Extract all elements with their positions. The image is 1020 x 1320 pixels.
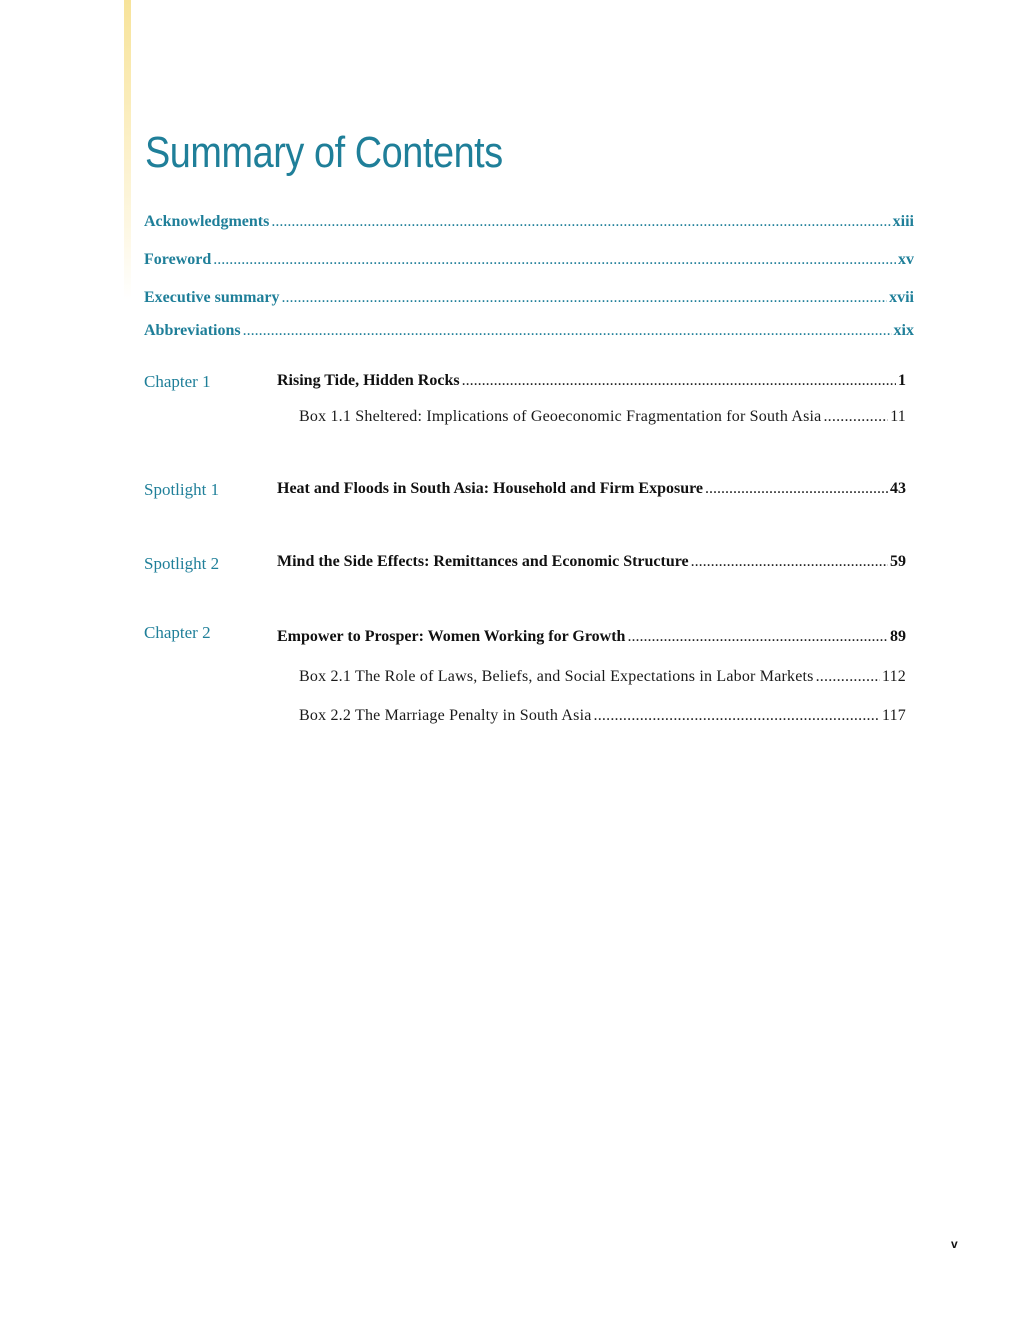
toc-page-number: xiii	[892, 213, 914, 230]
dot-leader	[816, 668, 880, 686]
dot-leader	[243, 322, 892, 340]
section-label-spotlight-1: Spotlight 1	[144, 480, 220, 499]
section-label-chapter-1: Chapter 1	[144, 372, 211, 391]
toc-entry-chapter-2[interactable]	[277, 628, 906, 646]
toc-page-number: 1	[898, 372, 906, 389]
toc-entry-spotlight-2[interactable]	[277, 553, 906, 571]
toc-box-2-1[interactable]	[299, 668, 906, 686]
toc-entry-label: Abbreviations	[144, 322, 241, 339]
toc-entry-label: Foreword	[144, 251, 212, 268]
toc-entry-label: Executive summary	[144, 289, 280, 306]
toc-box-title: Box 1.1 Sheltered: Implications of Geoeconomic Fragmentation for South Asia	[299, 408, 822, 425]
toc-page-number: 89	[890, 628, 906, 645]
toc-page-number: xvii	[889, 289, 914, 306]
toc-entry-title: Heat and Floods in South Asia: Household and Firm Exposure	[277, 480, 704, 497]
section-label-spotlight-2: Spotlight 2	[144, 554, 220, 573]
page-number: v	[951, 1237, 958, 1251]
toc-page-number: 117	[881, 707, 906, 724]
toc-page-number: 43	[890, 480, 906, 497]
dot-leader	[594, 707, 880, 725]
toc-page-number: xix	[893, 322, 914, 339]
toc-entry-chapter-1[interactable]	[277, 372, 906, 390]
dot-leader	[627, 628, 888, 646]
toc-page-number: 112	[881, 668, 906, 685]
dot-leader	[213, 251, 896, 269]
toc-box-1-1[interactable]	[299, 408, 906, 426]
toc-box-title: Box 2.2 The Marriage Penalty in South Asia	[299, 707, 592, 724]
toc-entry-abbreviations[interactable]	[144, 322, 914, 340]
page-title: Summary of Contents	[145, 128, 503, 177]
toc-entry-foreword[interactable]	[144, 251, 914, 269]
toc-box-2-2[interactable]	[299, 707, 906, 725]
decorative-side-bar	[124, 0, 131, 300]
dot-leader	[691, 553, 888, 571]
toc-entry-title: Mind the Side Effects: Remittances and Economic Structure	[277, 553, 689, 570]
dot-leader	[823, 408, 888, 426]
toc-page-number: 59	[890, 553, 906, 570]
toc-entry-acknowledgments[interactable]	[144, 213, 914, 231]
dot-leader	[705, 480, 888, 498]
toc-entry-label: Acknowledgments	[144, 213, 270, 230]
dot-leader	[271, 213, 890, 231]
dot-leader	[282, 289, 888, 307]
toc-page-number: xv	[898, 251, 914, 268]
section-label-chapter-2: Chapter 2	[144, 623, 211, 642]
toc-entry-spotlight-1[interactable]	[277, 480, 906, 498]
dot-leader	[462, 372, 896, 390]
toc-page-number: 11	[890, 408, 906, 425]
toc-entry-title: Empower to Prosper: Women Working for Growth	[277, 628, 626, 645]
toc-entry-title: Rising Tide, Hidden Rocks	[277, 372, 460, 389]
toc-box-title: Box 2.1 The Role of Laws, Beliefs, and Social Expectations in Labor Markets	[299, 668, 814, 685]
toc-entry-executive-summary[interactable]	[144, 289, 914, 307]
